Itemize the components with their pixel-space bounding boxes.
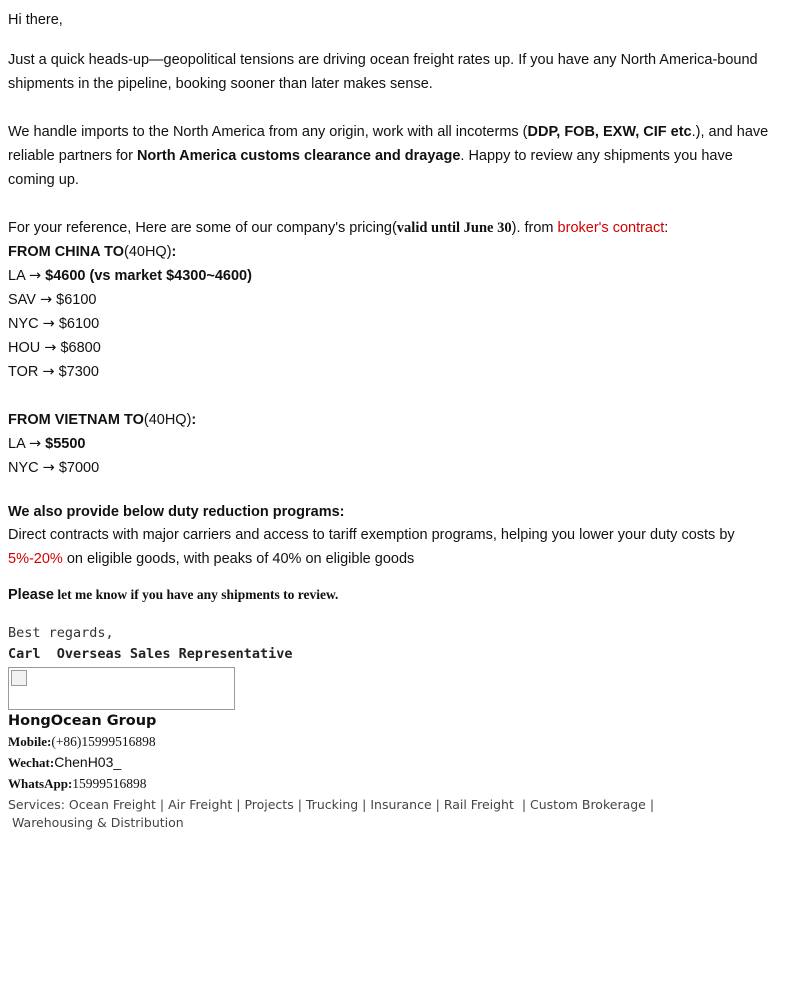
rate-row xyxy=(8,432,783,456)
incoterms: DDP, FOB, EXW, CIF etc xyxy=(527,124,692,140)
duty-paragraph xyxy=(8,523,783,571)
duty-text-2: on eligible goods, with peaks of 40% on eligible goods xyxy=(62,551,415,567)
rate-dest: NYC xyxy=(8,460,39,476)
vietnam-rates xyxy=(8,432,783,480)
name-title: Carl Overseas Sales Representative xyxy=(8,646,293,662)
china-colon: : xyxy=(171,244,177,260)
rate-row xyxy=(8,456,783,480)
rate-row xyxy=(8,288,783,312)
arrow-icon: → xyxy=(28,436,42,452)
signature xyxy=(8,623,783,832)
service-paragraph xyxy=(8,120,783,192)
pricing-text-1: For your reference, Here are some of our company's pricing( xyxy=(8,220,397,236)
service-text-3: . Happy to review any shipments you have coming up. xyxy=(8,148,733,188)
duty-text-1: Direct contracts with major carriers and access to tariff exemption programs, helping you lower your duty costs by xyxy=(8,527,735,543)
rate-dest: LA xyxy=(8,436,25,452)
whatsapp-value[interactable]: 15999516898 xyxy=(72,776,147,791)
email-body xyxy=(8,8,783,832)
closing-please: Please xyxy=(8,587,54,603)
service-text-1: We handle imports to the North America from any origin, work with all incoterms ( xyxy=(8,124,528,140)
vietnam-heading-text: FROM VIETNAM TO xyxy=(8,412,144,428)
rate-dest: SAV xyxy=(8,292,36,308)
wechat-value: ChenH03_ xyxy=(54,754,122,770)
arrow-icon: → xyxy=(42,316,55,332)
pricing-text-3: : xyxy=(664,220,669,236)
rate-price: $7000 xyxy=(58,460,100,476)
company-name: HongOcean Group xyxy=(8,713,157,729)
rate-price: $6100 xyxy=(58,316,100,332)
duty-heading xyxy=(8,502,783,523)
vietnam-colon: : xyxy=(191,412,197,428)
pricing-intro xyxy=(8,216,783,240)
service-text-2: .), and have reliable partners for xyxy=(8,124,769,164)
rate-price: $7300 xyxy=(58,364,99,380)
closing-rest: let me know if you have any shipments to review. xyxy=(53,587,339,602)
china-heading xyxy=(8,240,783,264)
broker-contract: broker's contract xyxy=(557,220,665,236)
rate-dest: HOU xyxy=(8,340,41,356)
company-logo xyxy=(8,667,235,710)
rate-dest: LA xyxy=(8,268,25,284)
services-line-1: Services: Ocean Freight | Air Freight | Projects | Trucking | Insurance | Rail Freight | Custom Brokerage | xyxy=(8,797,655,812)
rate-row xyxy=(8,360,783,384)
partners: North America customs clearance and drayage xyxy=(136,148,461,164)
vietnam-heading xyxy=(8,408,783,432)
arrow-icon: → xyxy=(42,460,55,476)
rate-row xyxy=(8,336,783,360)
intro-paragraph: Just a quick heads-up—geopolitical tensions are driving ocean freight rates up. If you have any North America-bound shipments in the pipeline, booking sooner than later makes sense. xyxy=(8,52,758,92)
arrow-icon: → xyxy=(28,268,42,284)
rate-price: $4600 (vs market $4300~4600) xyxy=(45,268,252,284)
china-rates xyxy=(8,264,783,384)
rate-price: $6100 xyxy=(56,292,97,308)
closing-line xyxy=(8,583,783,607)
rate-dest: NYC xyxy=(8,316,39,332)
duty-heading-text: We also provide below duty reduction programs: xyxy=(8,504,345,520)
vietnam-container: (40HQ) xyxy=(143,412,192,428)
pricing-text-2: ). from xyxy=(511,220,558,236)
contact-whatsapp xyxy=(8,773,783,794)
broken-image-icon xyxy=(11,670,27,686)
china-container: (40HQ) xyxy=(124,244,172,260)
arrow-icon: → xyxy=(42,364,55,380)
services-line-2: Warehousing & Distribution xyxy=(8,815,184,830)
mobile-value[interactable]: (+86)15999516898 xyxy=(51,734,156,749)
duty-range: 5%-20% xyxy=(8,551,63,567)
china-heading-text: FROM CHINA TO xyxy=(8,244,124,260)
rate-price: $6800 xyxy=(60,340,101,356)
rate-row xyxy=(8,264,783,288)
services-list xyxy=(8,796,783,832)
contact-mobile xyxy=(8,731,783,752)
rate-price: $5500 xyxy=(45,436,86,452)
rate-dest: TOR xyxy=(8,364,39,380)
wechat-label: Wechat: xyxy=(8,755,55,770)
mobile-label: Mobile: xyxy=(8,734,52,749)
arrow-icon: → xyxy=(44,340,57,356)
validity: valid until June 30 xyxy=(396,220,512,236)
contact-wechat xyxy=(8,752,783,773)
arrow-icon: → xyxy=(39,292,53,308)
greeting: Hi there, xyxy=(8,12,63,28)
regards: Best regards, xyxy=(8,625,114,641)
rate-row xyxy=(8,312,783,336)
whatsapp-label: WhatsApp: xyxy=(8,776,73,791)
